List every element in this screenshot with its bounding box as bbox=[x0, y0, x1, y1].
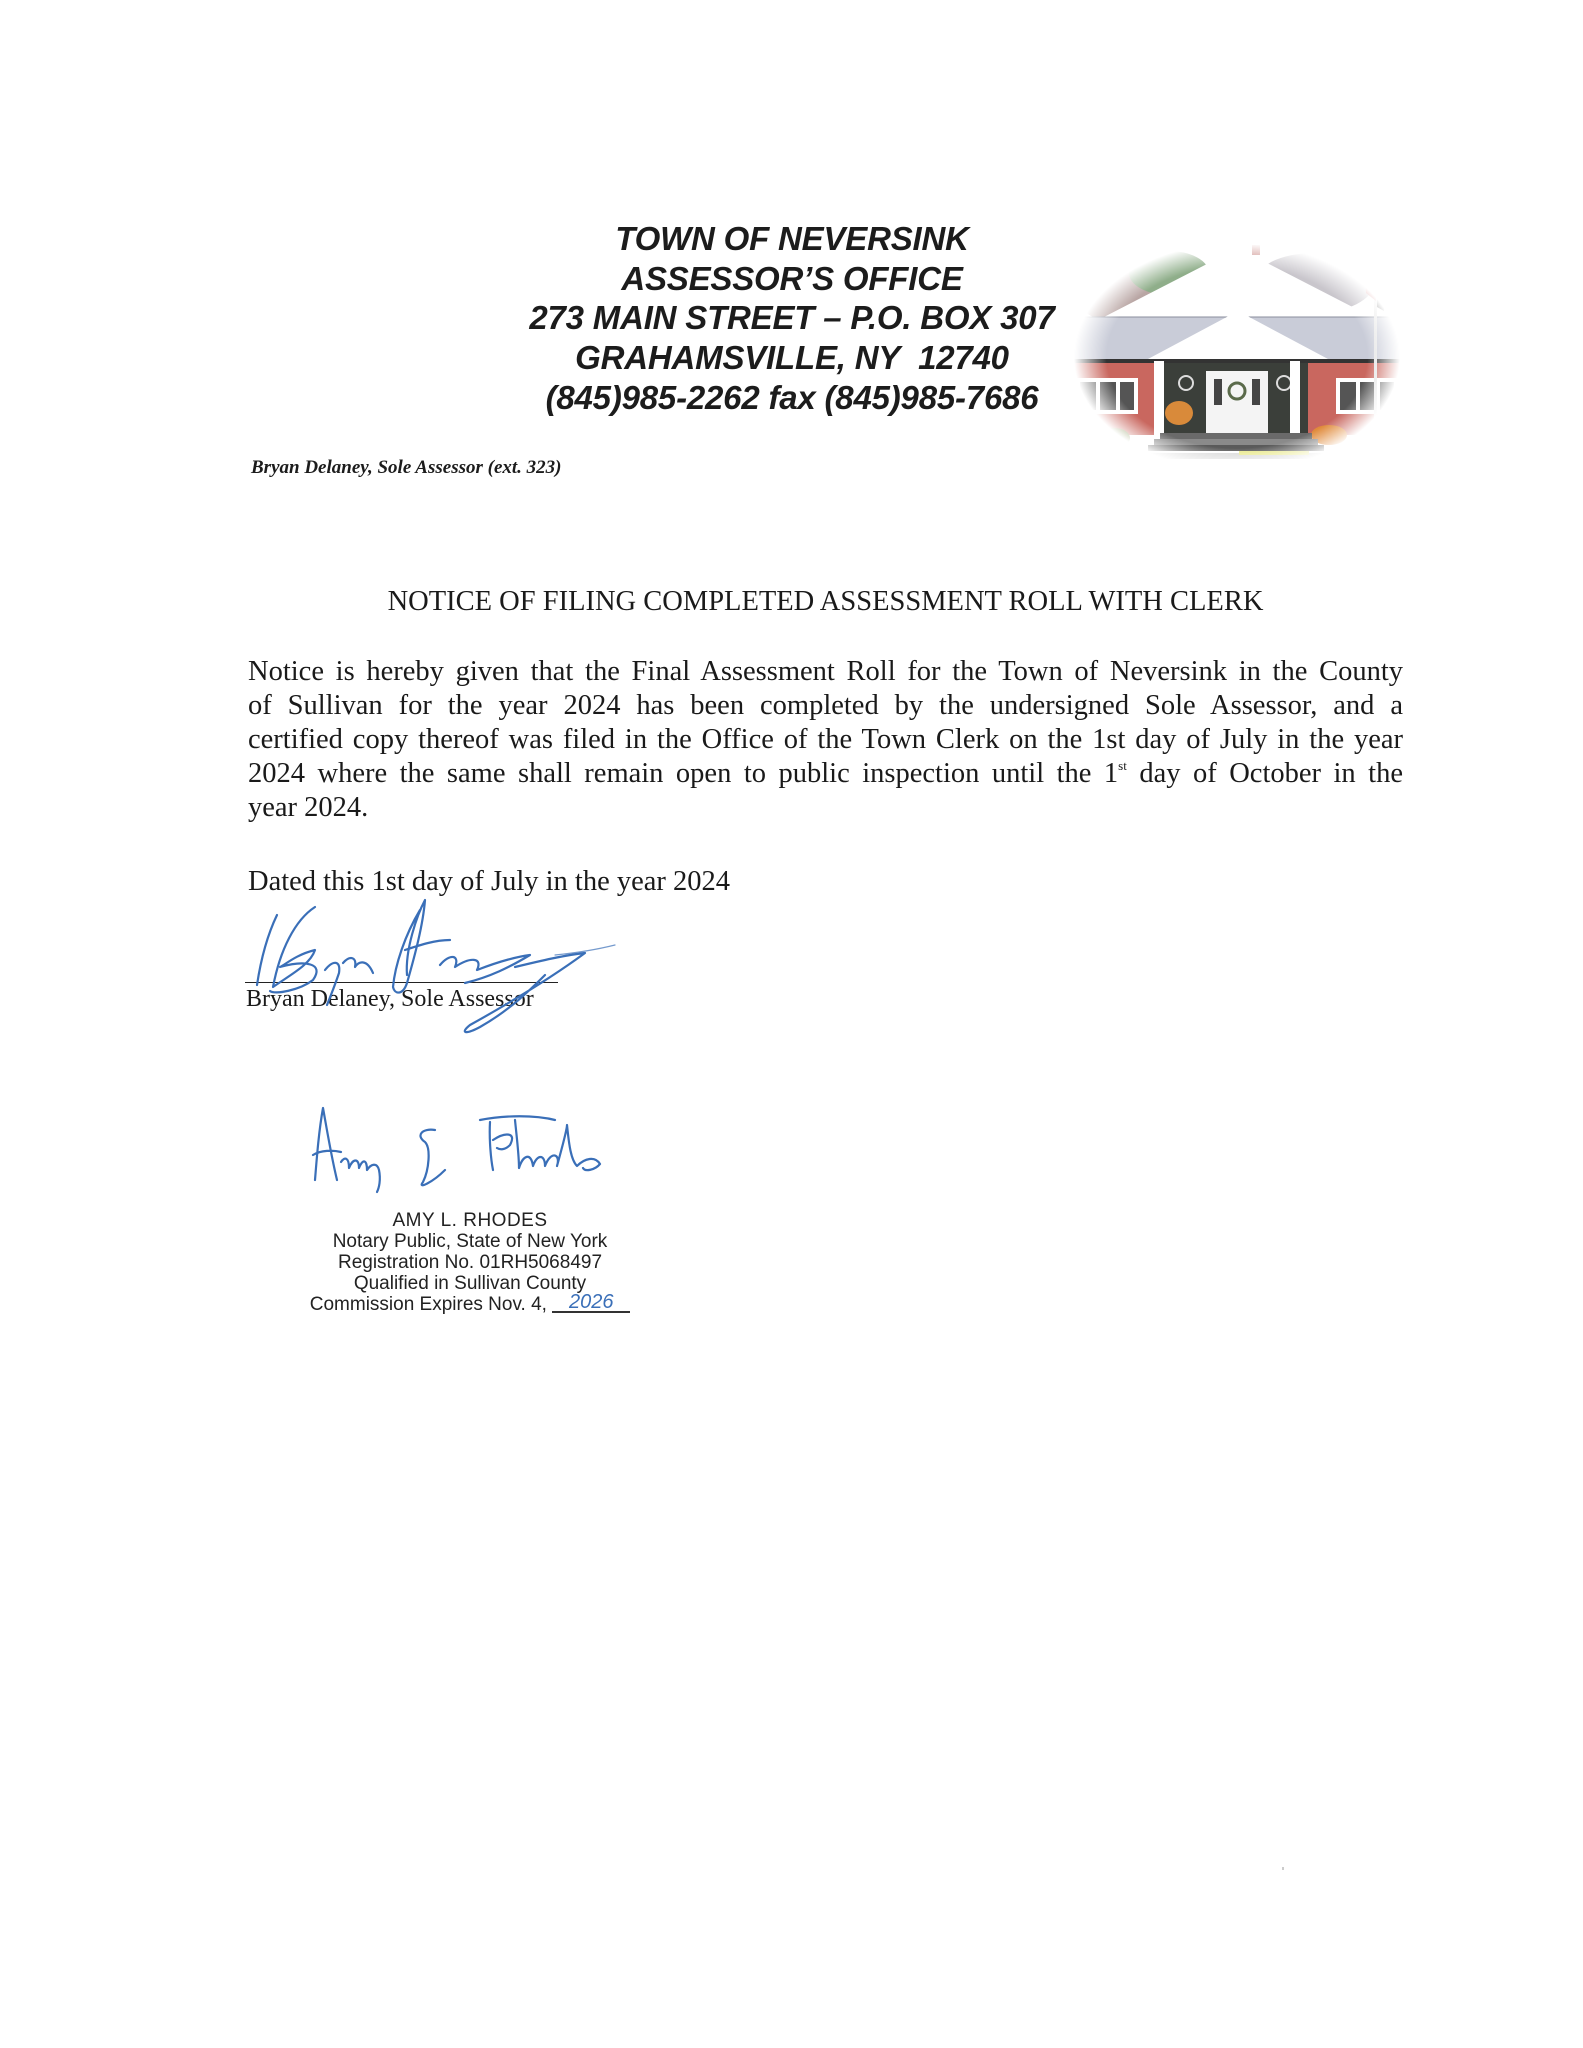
notary-signature bbox=[305, 1100, 635, 1195]
notary-expires-year: 2026 bbox=[552, 1293, 630, 1313]
letterhead-city-state-zip: GRAHAMSVILLE, NY 12740 bbox=[575, 339, 1009, 376]
notice-body-line-start: 2024 where the same shall remain open to public inspection until the 1 bbox=[248, 758, 1119, 789]
dated-line: Dated this 1st day of July in the year 2024 bbox=[248, 866, 731, 897]
letterhead-phone-fax: (845)985-2262 fax (845)985-7686 bbox=[545, 379, 1039, 416]
notary-name: AMY L. RHODES bbox=[392, 1210, 548, 1231]
notice-body-line bbox=[248, 757, 1403, 791]
assessor-signature bbox=[255, 895, 675, 1045]
notary-title: Notary Public, State of New York bbox=[332, 1231, 608, 1252]
town-hall-building-image bbox=[1074, 243, 1400, 471]
scan-speck bbox=[1282, 1867, 1284, 1870]
notice-body-line-end: day of October in the bbox=[1126, 758, 1403, 789]
notice-body-line: of Sullivan for the year 2024 has been completed by the undersigned Sole Assessor, and a bbox=[248, 690, 1403, 721]
notary-qualified: Qualified in Sullivan County bbox=[353, 1273, 587, 1294]
notice-body-line: certified copy thereof was filed in the Office of the Town Clerk on the 1st day of July in the year bbox=[248, 724, 1403, 755]
notice-title: NOTICE OF FILING COMPLETED ASSESSMENT ROLL WITH CLERK bbox=[387, 586, 1264, 617]
notice-body-line: year 2024. bbox=[248, 792, 369, 823]
notary-registration: Registration No. 01RH5068497 bbox=[337, 1252, 603, 1273]
ordinal-suffix: st bbox=[1118, 758, 1127, 773]
signer-name: Bryan Delaney, Sole Assessor bbox=[246, 986, 534, 1012]
notice-body bbox=[248, 655, 1403, 825]
notary-expires-label: Commission Expires Nov. 4, bbox=[309, 1294, 547, 1315]
letterhead-street-address: 273 MAIN STREET – P.O. BOX 307 bbox=[529, 299, 1055, 336]
letterhead-office-name: ASSESSOR’S OFFICE bbox=[621, 260, 963, 297]
assessor-caption: Bryan Delaney, Sole Assessor (ext. 323) bbox=[251, 457, 562, 478]
notary-stamp bbox=[250, 1210, 690, 1315]
notary-expires bbox=[250, 1291, 690, 1315]
letterhead-town-name: TOWN OF NEVERSINK bbox=[615, 220, 969, 257]
notice-body-line: Notice is hereby given that the Final Assessment Roll for the Town of Neversink in the County bbox=[248, 656, 1403, 687]
